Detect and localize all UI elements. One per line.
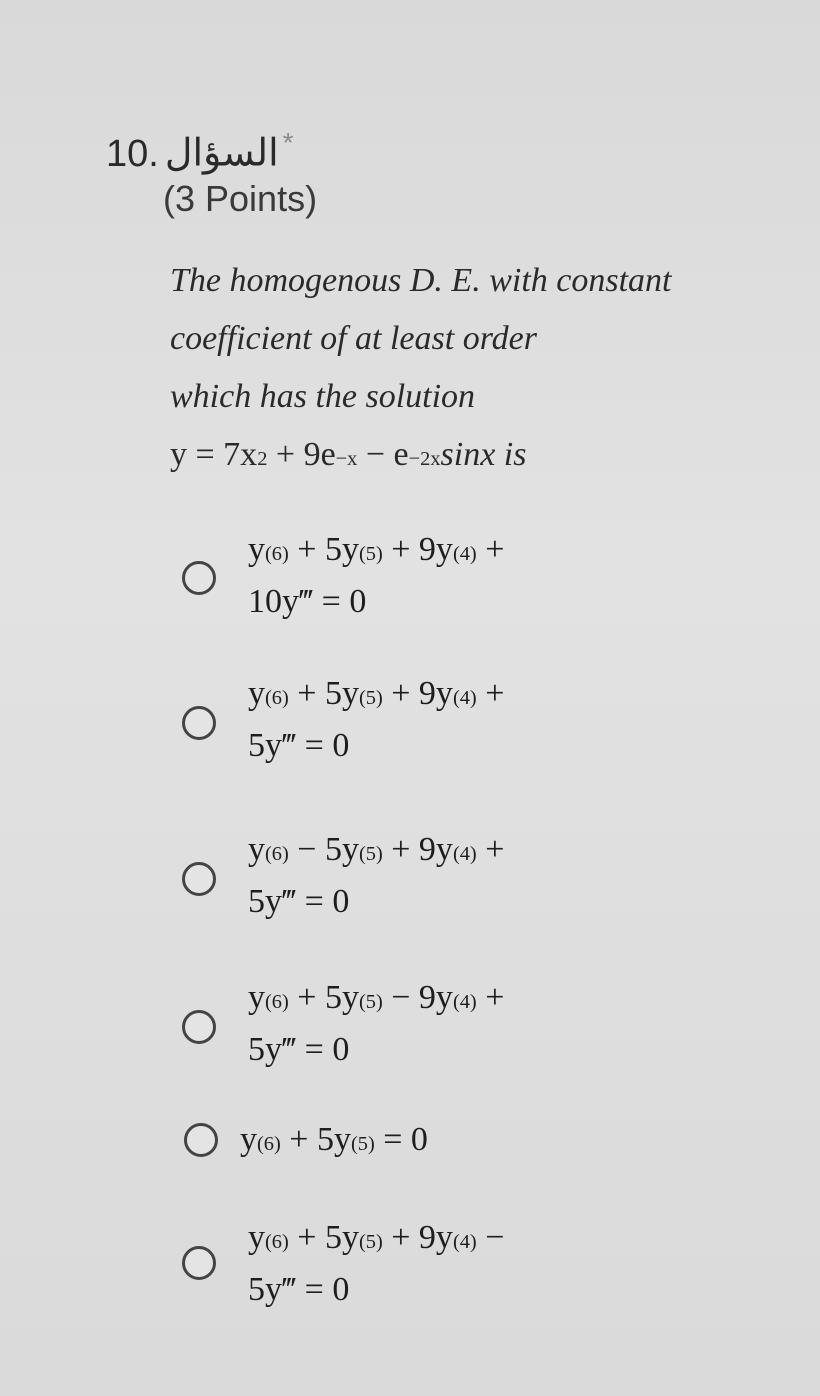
option-line: 5y‴ = 0 <box>248 1271 350 1308</box>
question-number: 10. <box>106 132 159 175</box>
solution-part: sinx is <box>440 436 527 473</box>
question-line: The homogenous D. E. with constant <box>170 262 672 299</box>
option-label <box>248 524 504 628</box>
option-line: $y^{(6)} + 5y^{(5)} + 9y^{(4)}$ − <box>248 1219 505 1256</box>
question-header <box>106 118 294 179</box>
option-line: $y^{(6)} + 5y^{(5)} = 0$ <box>240 1121 428 1158</box>
option-label <box>248 972 504 1076</box>
required-mark: * <box>282 127 294 158</box>
option-line: $y^{(6)} + 5y^{(5)} + 9y^{(4)}$ + <box>248 675 505 712</box>
solution-exponent: −2x <box>408 448 441 470</box>
question-line: coefficient of at least order <box>170 320 537 357</box>
option-line: 10y‴ = 0 <box>248 583 367 620</box>
solution-part: y = 7x <box>170 436 258 473</box>
radio-button[interactable] <box>182 1246 216 1280</box>
solution-part: − e <box>357 436 409 473</box>
solution-part: + 9e <box>267 436 336 473</box>
option-line: $y^{(6)} + 5y^{(5)} - 9y^{(4)}$ + <box>248 979 505 1016</box>
option-label <box>248 1212 504 1316</box>
radio-button[interactable] <box>184 1123 218 1157</box>
radio-button[interactable] <box>182 706 216 740</box>
question-text <box>170 252 790 484</box>
radio-button[interactable] <box>182 862 216 896</box>
option-line: 5y‴ = 0 <box>248 1031 350 1068</box>
radio-button[interactable] <box>182 561 216 595</box>
option-label <box>248 824 504 928</box>
solution-exponent: −x <box>335 448 358 470</box>
option-line: 5y‴ = 0 <box>248 727 350 764</box>
question-title: السؤال <box>164 132 279 175</box>
solution-exponent: 2 <box>257 448 268 470</box>
option-label <box>240 1114 428 1166</box>
option-line: 5y‴ = 0 <box>248 883 350 920</box>
option-label <box>248 668 504 772</box>
solution-equation <box>170 426 790 484</box>
option-line: $y^{(6)} - 5y^{(5)} + 9y^{(4)}$ + <box>248 831 505 868</box>
radio-button[interactable] <box>182 1010 216 1044</box>
question-points: (3 Points) <box>163 178 318 219</box>
question-line: which has the solution <box>170 378 476 415</box>
option-line: $y^{(6)} + 5y^{(5)} + 9y^{(4)}$ + <box>248 531 505 568</box>
